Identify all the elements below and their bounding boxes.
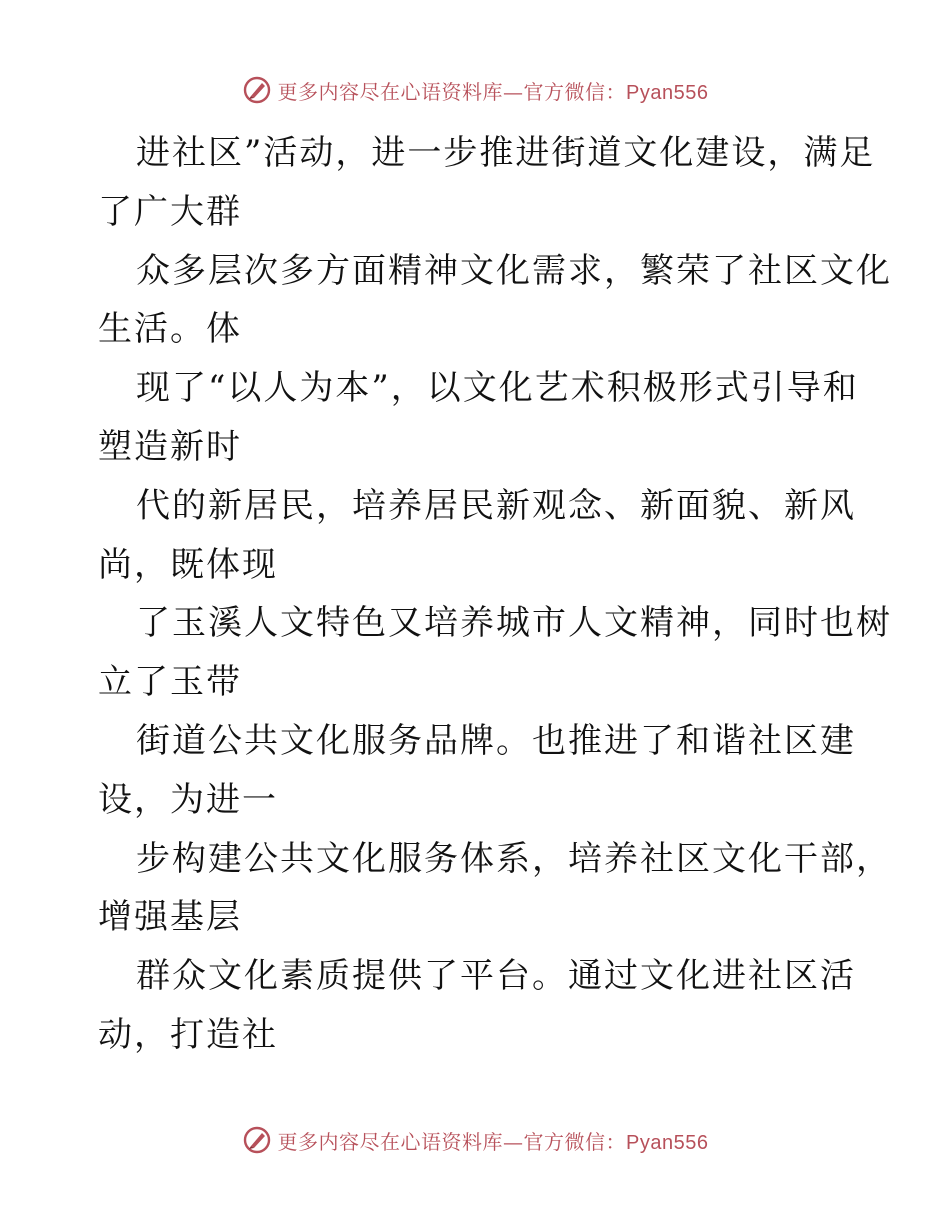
body-line: 塑造新时 <box>98 426 242 467</box>
body-line: 了玉溪人文特色又培养城市人文精神，同时也树 <box>136 603 892 644</box>
header-banner <box>0 70 950 110</box>
body-line: 步构建公共文化服务体系，培养社区文化干部， <box>136 838 892 879</box>
pen-logo-icon <box>242 1125 272 1155</box>
body-line: 街道公共文化服务品牌。也推进了和谐社区建 <box>136 720 856 761</box>
pen-logo-icon <box>242 75 272 105</box>
header-wechat-id: Pyan556 <box>626 81 709 104</box>
body-line: 设，为进一 <box>98 779 278 820</box>
footer-text: 更多内容尽在心语资料库—官方微信：Pyan556 <box>277 1129 709 1154</box>
document-body <box>98 124 892 1065</box>
body-line: 立了玉带 <box>98 662 242 703</box>
body-line: 众多层次多方面精神文化需求，繁荣了社区文化 <box>136 250 892 291</box>
body-line: 生活。体 <box>98 309 242 350</box>
header-text: 更多内容尽在心语资料库—官方微信：Pyan556 <box>277 79 709 104</box>
footer-wechat-id: Pyan556 <box>626 1131 709 1154</box>
body-line: 了广大群 <box>98 191 242 232</box>
body-line: 进社区”活动，进一步推进街道文化建设，满足 <box>136 133 876 173</box>
body-line: 群众文化素质提供了平台。通过文化进社区活 <box>136 956 856 997</box>
body-line: 代的新居民，培养居民新观念、新面貌、新风 <box>136 485 856 526</box>
footer-banner <box>0 1120 950 1160</box>
body-line: 尚，既体现 <box>98 544 278 585</box>
body-line: 现了“以人为本”，以文化艺术积极形式引导和 <box>136 368 859 409</box>
body-line: 增强基层 <box>98 897 242 938</box>
body-line: 动，打造社 <box>98 1014 278 1055</box>
